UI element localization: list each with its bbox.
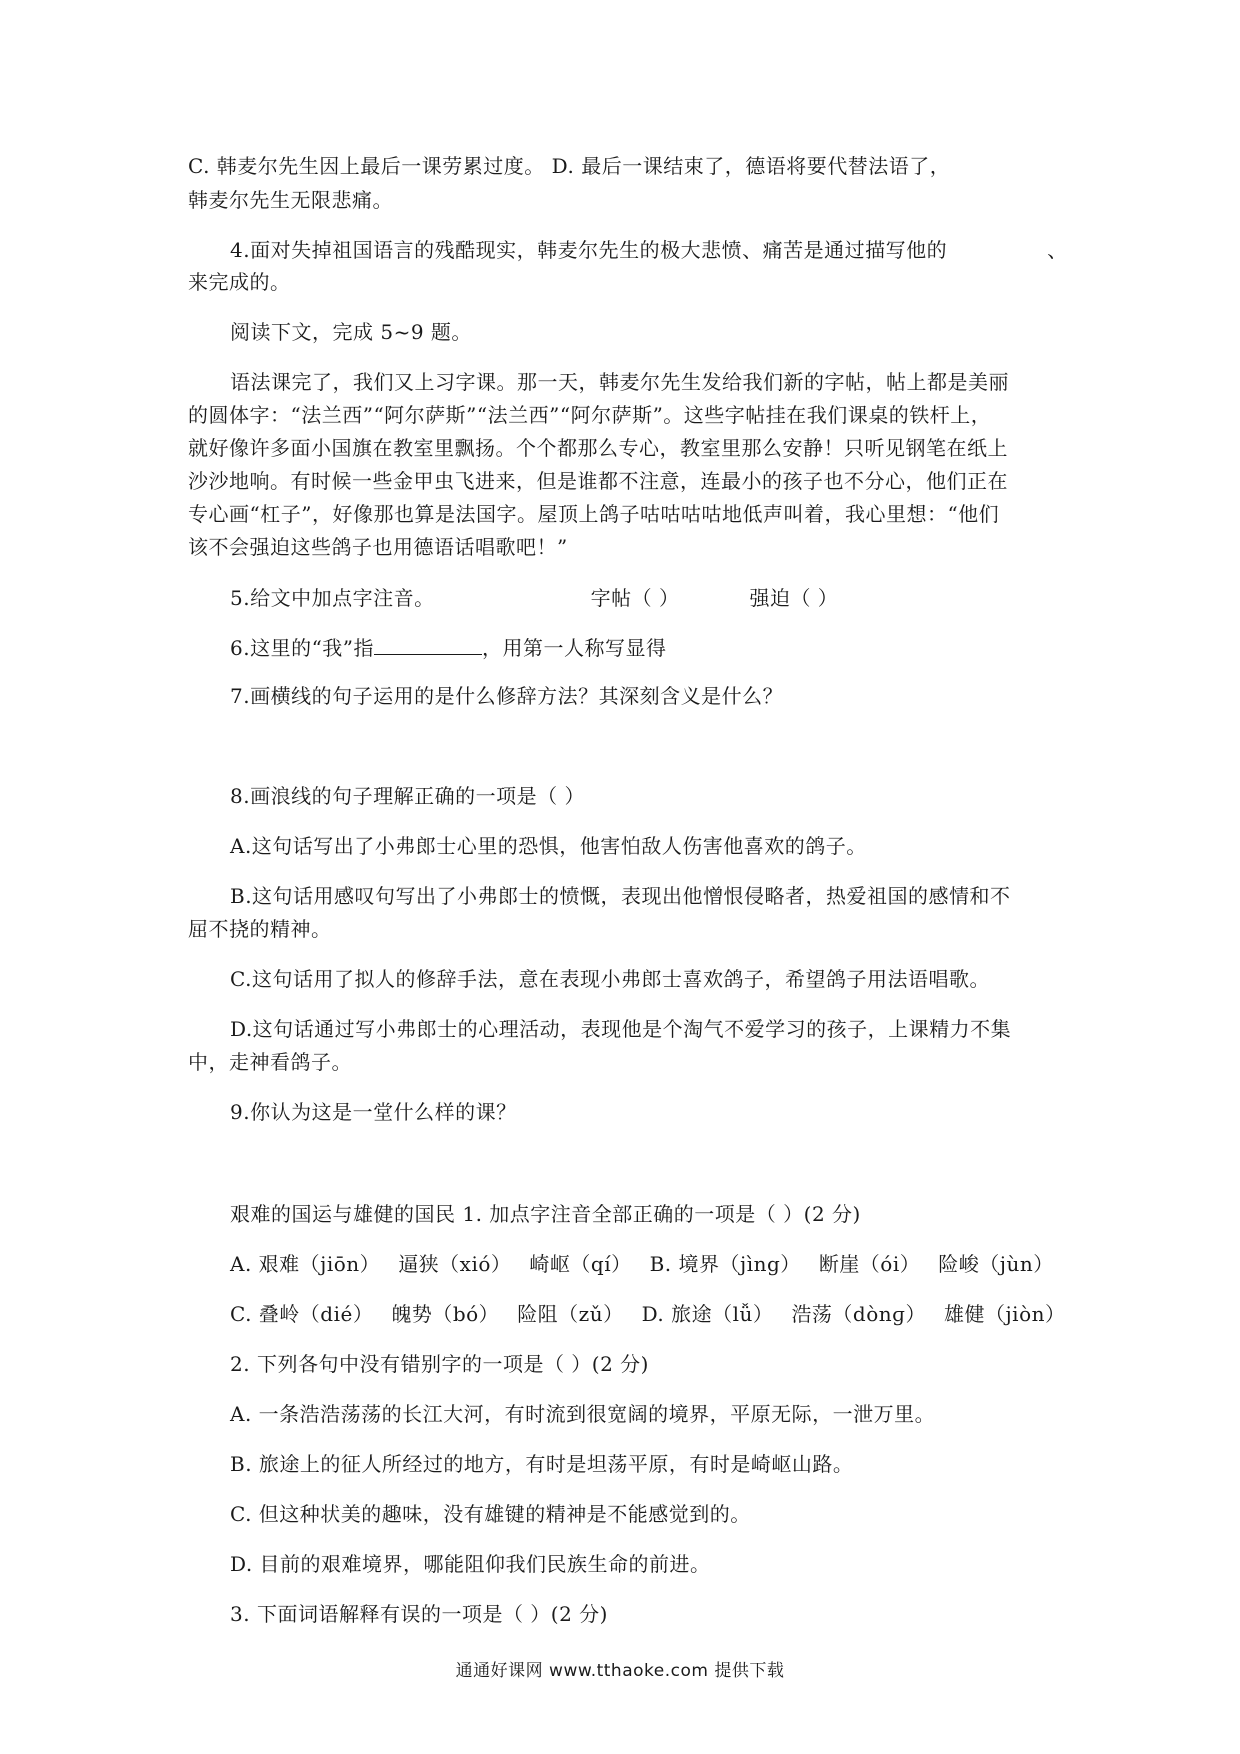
section2-question-2-option-d: D. 目前的艰难境界，哪能阻仰我们民族生命的前进。 bbox=[230, 1552, 711, 1576]
section2-question-1: 艰难的国运与雄健的国民 1. 加点字注音全部正确的一项是（ ）(2 分) bbox=[230, 1202, 861, 1226]
question-8-option-b: B.这句话用感叹句写出了小弗郎士的愤慨，表现出他憎恨侵略者，热爱祖国的感情和不 bbox=[230, 884, 1011, 908]
option-d-continued: 韩麦尔先生无限悲痛。 bbox=[188, 188, 393, 212]
option-text: D. 旅途（lǚ） bbox=[641, 1302, 774, 1326]
option-text: 逼狭（xió） bbox=[398, 1252, 512, 1276]
reading-instruction: 阅读下文，完成 5~9 题。 bbox=[230, 320, 472, 344]
question-8-option-a: A.这句话写出了小弗郎士心里的恐惧，他害怕敌人伤害他喜欢的鸽子。 bbox=[230, 834, 867, 858]
option-text: 险峻（jùn） bbox=[938, 1252, 1054, 1276]
question-8-option-c: C.这句话用了拟人的修辞手法，意在表现小弗郎士喜欢鸽子，希望鸽子用法语唱歌。 bbox=[230, 967, 990, 991]
answer-blank[interactable] bbox=[374, 632, 482, 655]
option-text: B. 境界（jìng） bbox=[649, 1252, 801, 1276]
section2-question-2-option-c: C. 但这种状美的趣味，没有雄键的精神是不能感觉到的。 bbox=[230, 1502, 751, 1526]
question-8-option-d-continued: 中，走神看鸽子。 bbox=[188, 1050, 352, 1074]
question-6 bbox=[230, 632, 1068, 664]
page-footer: 通通好课网 www.tthaoke.com 提供下载 bbox=[455, 1661, 785, 1681]
section2-question-2-option-b: B. 旅途上的征人所经过的地方，有时是坦荡平原，有时是崎岖山路。 bbox=[230, 1452, 854, 1476]
option-text: 险阻（zǔ） bbox=[517, 1302, 624, 1326]
option-text: C. 叠岭（dié） bbox=[230, 1302, 374, 1326]
option-text: A. 艰难（jiōn） bbox=[230, 1252, 381, 1276]
passage-line-6: 该不会强迫这些鸽子也用德语话唱歌吧！” bbox=[188, 535, 568, 559]
section2-question-2: 2. 下列各句中没有错别字的一项是（ ）(2 分) bbox=[230, 1352, 649, 1376]
option-text: 雄健（jiòn） bbox=[943, 1302, 1066, 1326]
option-text: 崎岖（qí） bbox=[529, 1252, 632, 1276]
section2-question-1-options-row-2 bbox=[230, 1298, 1068, 1330]
question-4-continued: 来完成的。 bbox=[188, 270, 291, 294]
passage-line-5: 专心画“杠子”，好像那也算是法国字。屋顶上鸽子咕咕咕咕地低声叫着，我心里想：“他们 bbox=[188, 502, 1000, 526]
section2-question-2-option-a: A. 一条浩浩荡荡的长江大河，有时流到很宽阔的境界，平原无际，一泄万里。 bbox=[230, 1402, 936, 1426]
question-7: 7.画横线的句子运用的是什么修辞方法？其深刻含义是什么？ bbox=[230, 684, 784, 708]
passage-line-4: 沙沙地响。有时候一些金甲虫飞进来，但是谁都不注意，连最小的孩子也不分心，他们正在 bbox=[188, 469, 1008, 493]
passage-line-2: 的圆体字：“法兰西”“阿尔萨斯”“法兰西”“阿尔萨斯”。这些字帖挂在我们课桌的铁杆上， bbox=[188, 403, 992, 427]
question-6-suffix: ，用第一人称写显得 bbox=[482, 636, 667, 660]
question-6-prefix: 6.这里的“我”指 bbox=[230, 636, 375, 660]
option-text: 魄势（bó） bbox=[391, 1302, 500, 1326]
question-5 bbox=[230, 582, 1068, 614]
passage-line-1: 语法课完了，我们又上习字课。那一天，韩麦尔先生发给我们新的字帖，帖上都是美丽 bbox=[230, 370, 1009, 394]
question-4 bbox=[230, 234, 1068, 266]
option-text: 浩荡（dònɡ） bbox=[791, 1302, 926, 1326]
passage-line-3: 就好像许多面小国旗在教室里飘扬。个个都那么专心，教室里那么安静！只听见钢笔在纸上 bbox=[188, 436, 1008, 460]
question-8-stem: 8.画浪线的句子理解正确的一项是（ ） bbox=[230, 784, 585, 808]
question-8-option-b-continued: 屈不挠的精神。 bbox=[188, 917, 332, 941]
question-5-label: 5.给文中加点字注音。 bbox=[230, 586, 435, 610]
question-9: 9.你认为这是一堂什么样的课？ bbox=[230, 1100, 517, 1124]
question-4-comma: 、 bbox=[1047, 238, 1068, 262]
question-5-item-2: 强迫（ ） bbox=[749, 586, 839, 610]
question-8-option-d: D.这句话通过写小弗郎士的心理活动，表现他是个淘气不爱学习的孩子，上课精力不集 bbox=[230, 1017, 1012, 1041]
question-5-item-1: 字帖（ ） bbox=[590, 586, 680, 610]
option-text: 断崖（ói） bbox=[818, 1252, 921, 1276]
question-4-text: 4.面对失掉祖国语言的残酷现实，韩麦尔先生的极大悲愤、痛苦是通过描写他的 bbox=[230, 238, 948, 262]
section2-question-1-options-row-1 bbox=[230, 1248, 1068, 1280]
section2-question-3: 3. 下面词语解释有误的一项是（ ）(2 分) bbox=[230, 1602, 608, 1626]
option-c-d-line: C. 韩麦尔先生因上最后一课劳累过度。 D. 最后一课结束了，德语将要代替法语了， bbox=[188, 154, 951, 178]
